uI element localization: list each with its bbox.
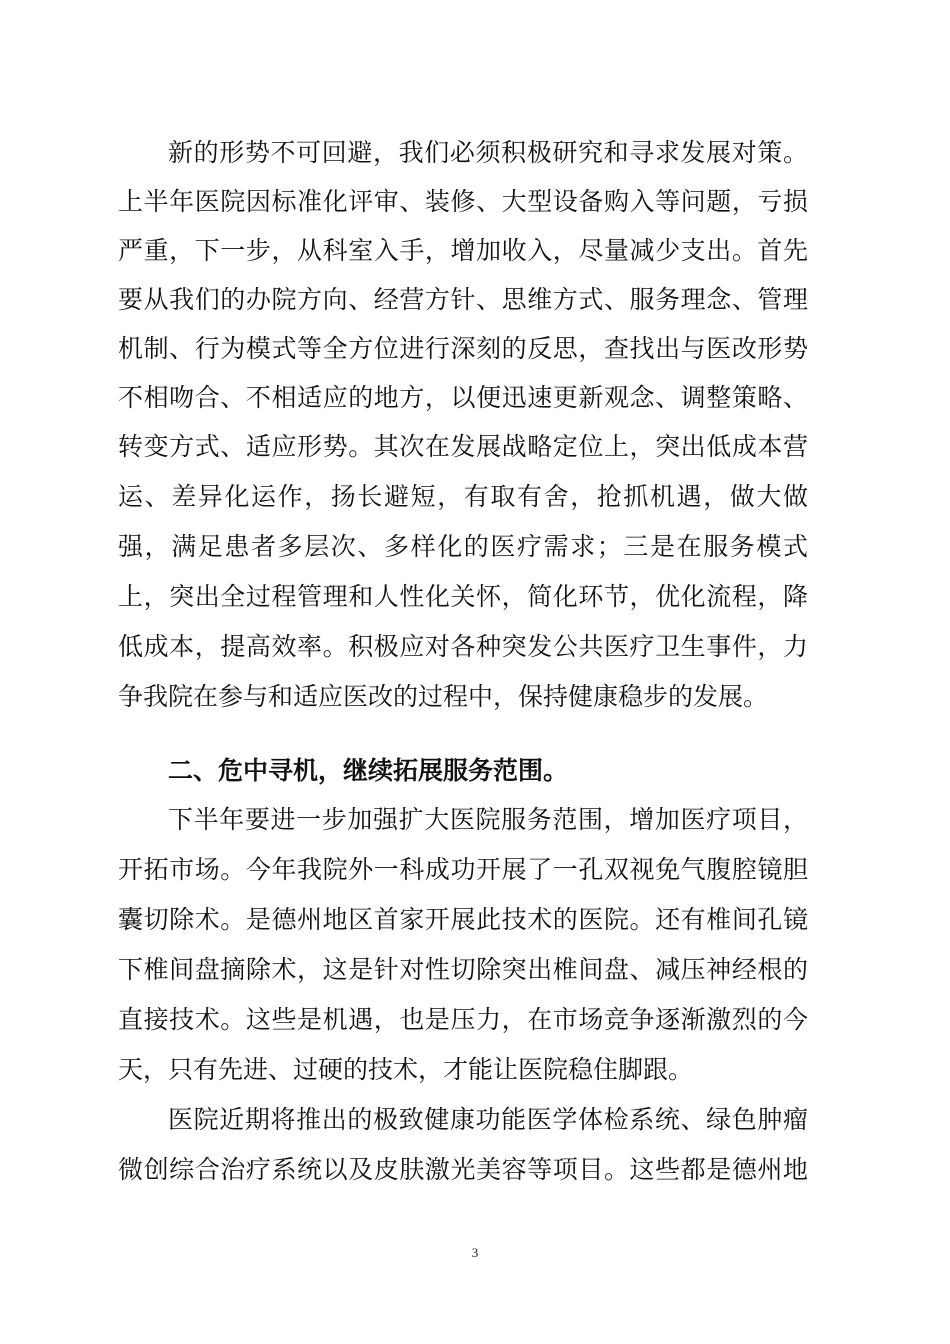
paragraph-line: 下椎间盘摘除术，这是针对性切除突出椎间盘、减压神经根的 [118,955,808,984]
paragraph-line: 医院近期将推出的极致健康功能医学体检系统、绿色肿瘤 [168,1105,808,1134]
paragraph-line: 天，只有先进、过硬的技术，才能让医院稳住脚跟。 [118,1055,694,1084]
paragraph-line: 直接技术。这些是机遇，也是压力，在市场竞争逐渐激烈的今 [118,1005,808,1034]
paragraph-line: 机制、行为模式等全方位进行深刻的反思，查找出与医改形势 [118,334,808,363]
paragraph-line: 上半年医院因标准化评审、装修、大型设备购入等问题，亏损 [118,187,808,216]
paragraph-line: 新的形势不可回避，我们必须积极研究和寻求发展对策。 [168,138,808,167]
paragraph-line: 下半年要进一步加强扩大医院服务范围，增加医疗项目， [168,805,808,834]
paragraph-line: 争我院在参与和适应医改的过程中，保持健康稳步的发展。 [118,682,769,711]
section-heading: 二、危中寻机，继续拓展服务范围。 [168,756,569,785]
page-number: 3 [471,1245,479,1260]
paragraph-line: 囊切除术。是德州地区首家开展此技术的医院。还有椎间孔镜 [118,905,808,934]
paragraph-line: 要从我们的办院方向、经营方针、思维方式、服务理念、管理 [118,285,808,314]
paragraph-line: 不相吻合、不相适应的地方，以便迅速更新观念、调整策略、 [118,383,808,412]
paragraph-line: 上，突出全过程管理和人性化关怀，简化环节，优化流程，降 [118,582,808,611]
paragraph-line: 低成本，提高效率。积极应对各种突发公共医疗卫生事件，力 [118,632,808,661]
paragraph-line: 微创综合治疗系统以及皮肤激光美容等项目。这些都是德州地 [118,1155,808,1184]
paragraph-line: 转变方式、适应形势。其次在发展战略定位上，突出低成本营 [118,432,808,461]
paragraph-line: 开拓市场。今年我院外一科成功开展了一孔双视免气腹腔镜胆 [118,855,808,884]
paragraph-line: 强，满足患者多层次、多样化的医疗需求；三是在服务模式 [118,532,808,561]
paragraph-line: 严重，下一步，从科室入手，增加收入，尽量减少支出。首先 [118,236,808,265]
paragraph-line: 运、差异化运作，扬长避短，有取有舍，抢抓机遇，做大做 [118,482,808,511]
